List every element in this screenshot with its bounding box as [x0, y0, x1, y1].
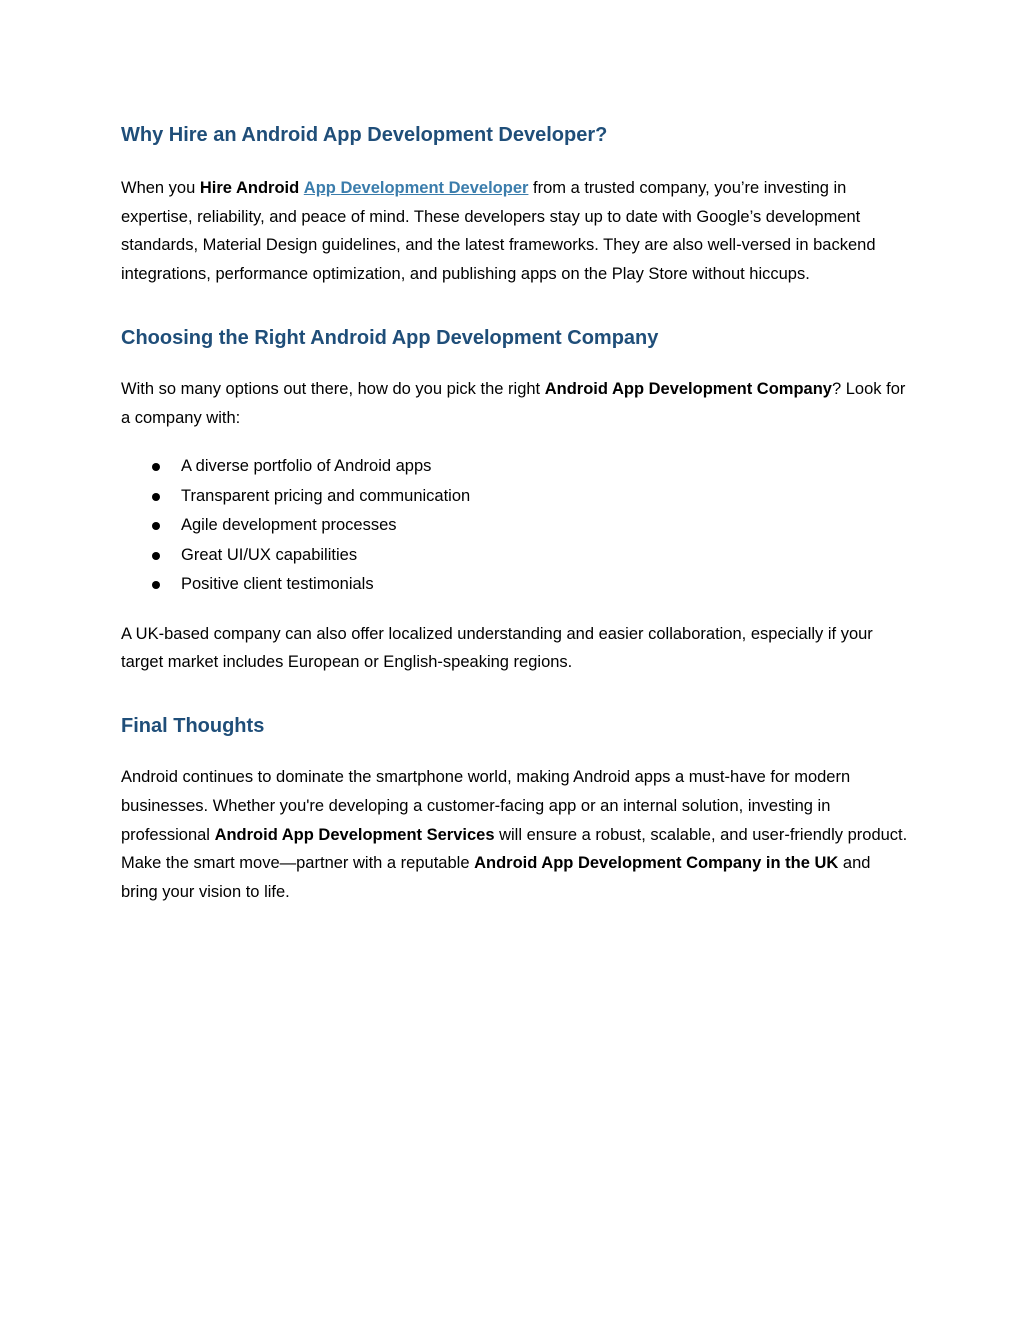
section-heading-final-thoughts: Final Thoughts [121, 715, 265, 738]
list-item [121, 452, 911, 482]
paragraph-why-hire [121, 174, 911, 289]
list-item [121, 511, 911, 541]
bold-text: Android App Development Services [214, 825, 495, 844]
bullet-icon [152, 463, 160, 471]
document-page [121, 118, 911, 907]
text-run: When you [121, 179, 200, 197]
paragraph-choosing-intro [121, 375, 911, 432]
list-item-text: A diverse portfolio of Android apps [181, 457, 432, 476]
app-development-developer-link[interactable]: App Development Developer [303, 179, 529, 197]
paragraph-uk-based: A UK-based company can also offer localized understanding and easier collaboration, especially if your target market includes European or English-speaking regions. [121, 624, 873, 672]
list-item-text: Transparent pricing and communication [181, 486, 471, 505]
list-item-text: Agile development processes [181, 516, 397, 535]
bold-text: Android App Development Company in the UK [474, 854, 839, 873]
text-run: will ensure a robust, scalable, and user-friendly product. Make the smart move—partner with a reputable [121, 825, 908, 873]
list-item [121, 482, 911, 512]
text-run: With so many options out there, how do you pick the right [121, 379, 545, 398]
list-item [121, 570, 911, 600]
text-run: Android continues to dominate the smartphone world, making Android apps a must-have for modern businesses. Whether you're developing a customer-facing app or an internal solution, investing in professional [121, 768, 851, 844]
text-run: from a trusted company, you’re investing in expertise, reliability, and peace of mind. These developers stay up to date with Google’s development standards, Material Design guidelines, and the latest frameworks. They are also well-versed in backend integrations, performance optimization, and publishing apps on the Play Store without hiccups. [121, 179, 876, 284]
bold-text: Android App Development Company [544, 379, 832, 398]
section-heading-choosing-company: Choosing the Right Android App Development Company [121, 326, 659, 349]
text-run: and bring your vision to life. [121, 854, 871, 901]
bullet-icon [152, 581, 160, 589]
bold-text: Hire Android [199, 179, 300, 197]
list-item-text: Positive client testimonials [181, 575, 374, 594]
bullet-icon [152, 522, 160, 530]
text-run: ? Look for a company with: [121, 379, 906, 427]
paragraph-final-thoughts [121, 763, 911, 907]
bullet-icon [152, 552, 160, 560]
section-heading-why-hire: Why Hire an Android App Development Developer? [121, 124, 608, 146]
criteria-list [121, 452, 911, 600]
list-item-text: Great UI/UX capabilities [181, 545, 358, 564]
bullet-icon [152, 493, 160, 501]
list-item [121, 541, 911, 571]
